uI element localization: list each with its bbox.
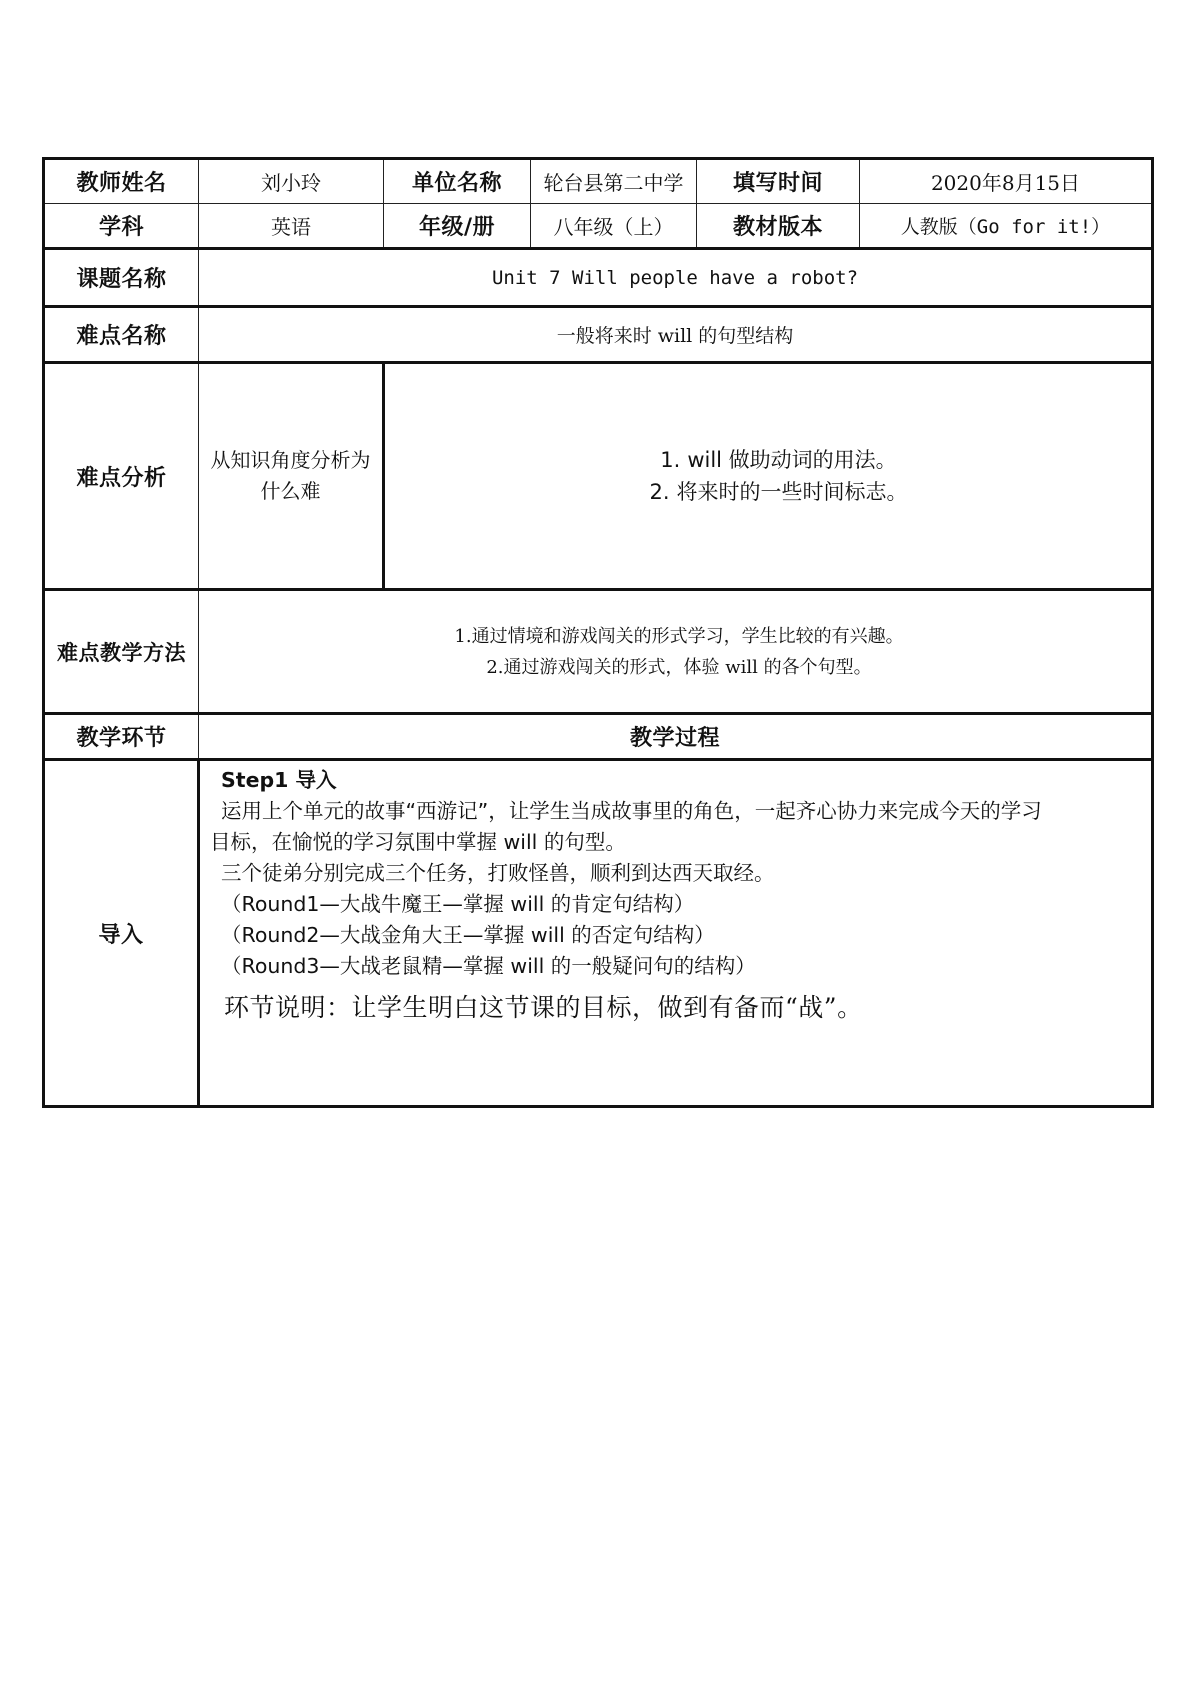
info-row-2: [44, 204, 1153, 249]
textbook-label: 教材版本: [697, 204, 860, 249]
teacher-name-label: 教师姓名: [44, 159, 199, 204]
analysis-sublabel-text: 从知识角度分析为什么难: [210, 448, 371, 503]
info-row-1: [44, 159, 1153, 204]
difficulty-row: [44, 307, 1153, 363]
process-header-label: 教学过程: [199, 714, 1153, 760]
analysis-item: [399, 444, 1151, 476]
stage-note: 环节说明：让学生明白这节课的目标，做到有备而“战”。: [224, 993, 863, 1022]
analysis-row: [44, 363, 1153, 590]
difficulty-value: 一般将来时 will 的句型结构: [199, 307, 1153, 363]
analysis-item-text: will 做助动词的用法。: [687, 448, 897, 472]
topic-row: [44, 249, 1153, 307]
intro-paragraph-line: 目标，在愉悦的学习氛围中掌握 will 的句型。: [210, 830, 626, 854]
method-line: 2.通过游戏闯关的形式，体验 will 的各个句型。: [486, 656, 872, 678]
analysis-sublabel: [199, 363, 384, 590]
topic-value: Unit 7 Will people have a robot?: [199, 249, 1153, 307]
method-row: [44, 590, 1153, 714]
grade-value: 八年级（上）: [531, 204, 697, 249]
analysis-item-number: 1.: [660, 448, 681, 472]
stage-header-label: 教学环节: [44, 714, 199, 760]
lesson-plan-table: [42, 157, 1154, 1108]
intro-process-content: [199, 760, 1153, 1107]
round-line: （Round3—大战老鼠精—掌握 will 的一般疑问句的结构）: [221, 954, 756, 978]
method-label: 难点教学方法: [44, 590, 199, 714]
intro-paragraph-line: 运用上个单元的故事“西游记”，让学生当成故事里的角色，一起齐心协力来完成今天的学习: [221, 799, 1042, 823]
intro-row: [44, 760, 1153, 1107]
difficulty-label: 难点名称: [44, 307, 199, 363]
unit-name-value: 轮台县第二中学: [531, 159, 697, 204]
fill-date-value: 2020年8月15日: [860, 159, 1153, 204]
round-line: （Round1—大战牛魔王—掌握 will 的肯定句结构）: [221, 892, 695, 916]
process-header-row: [44, 714, 1153, 760]
analysis-label: 难点分析: [44, 363, 199, 590]
intro-stage-label: 导入: [44, 760, 199, 1107]
method-line: 1.通过情境和游戏闯关的形式学习，学生比较的有兴趣。: [454, 625, 904, 647]
analysis-item-number: 2.: [649, 480, 670, 504]
analysis-items: [384, 363, 1153, 590]
unit-name-label: 单位名称: [384, 159, 531, 204]
teacher-name-value: 刘小玲: [199, 159, 384, 204]
fill-date-label: 填写时间: [697, 159, 860, 204]
subject-value: 英语: [199, 204, 384, 249]
analysis-item: [399, 476, 1151, 508]
round-line: （Round2—大战金角大王—掌握 will 的否定句结构）: [221, 923, 715, 947]
step-title: Step1 导入: [221, 768, 337, 792]
analysis-item-text: 将来时的一些时间标志。: [676, 480, 908, 504]
method-content: [199, 590, 1153, 714]
subject-label: 学科: [44, 204, 199, 249]
topic-label: 课题名称: [44, 249, 199, 307]
textbook-value: 人教版（Go for it!）: [860, 204, 1153, 249]
lesson-plan-sheet: [42, 157, 1151, 1108]
grade-label: 年级/册: [384, 204, 531, 249]
intro-tasks-line: 三个徒弟分别完成三个任务，打败怪兽，顺利到达西天取经。: [221, 861, 775, 885]
